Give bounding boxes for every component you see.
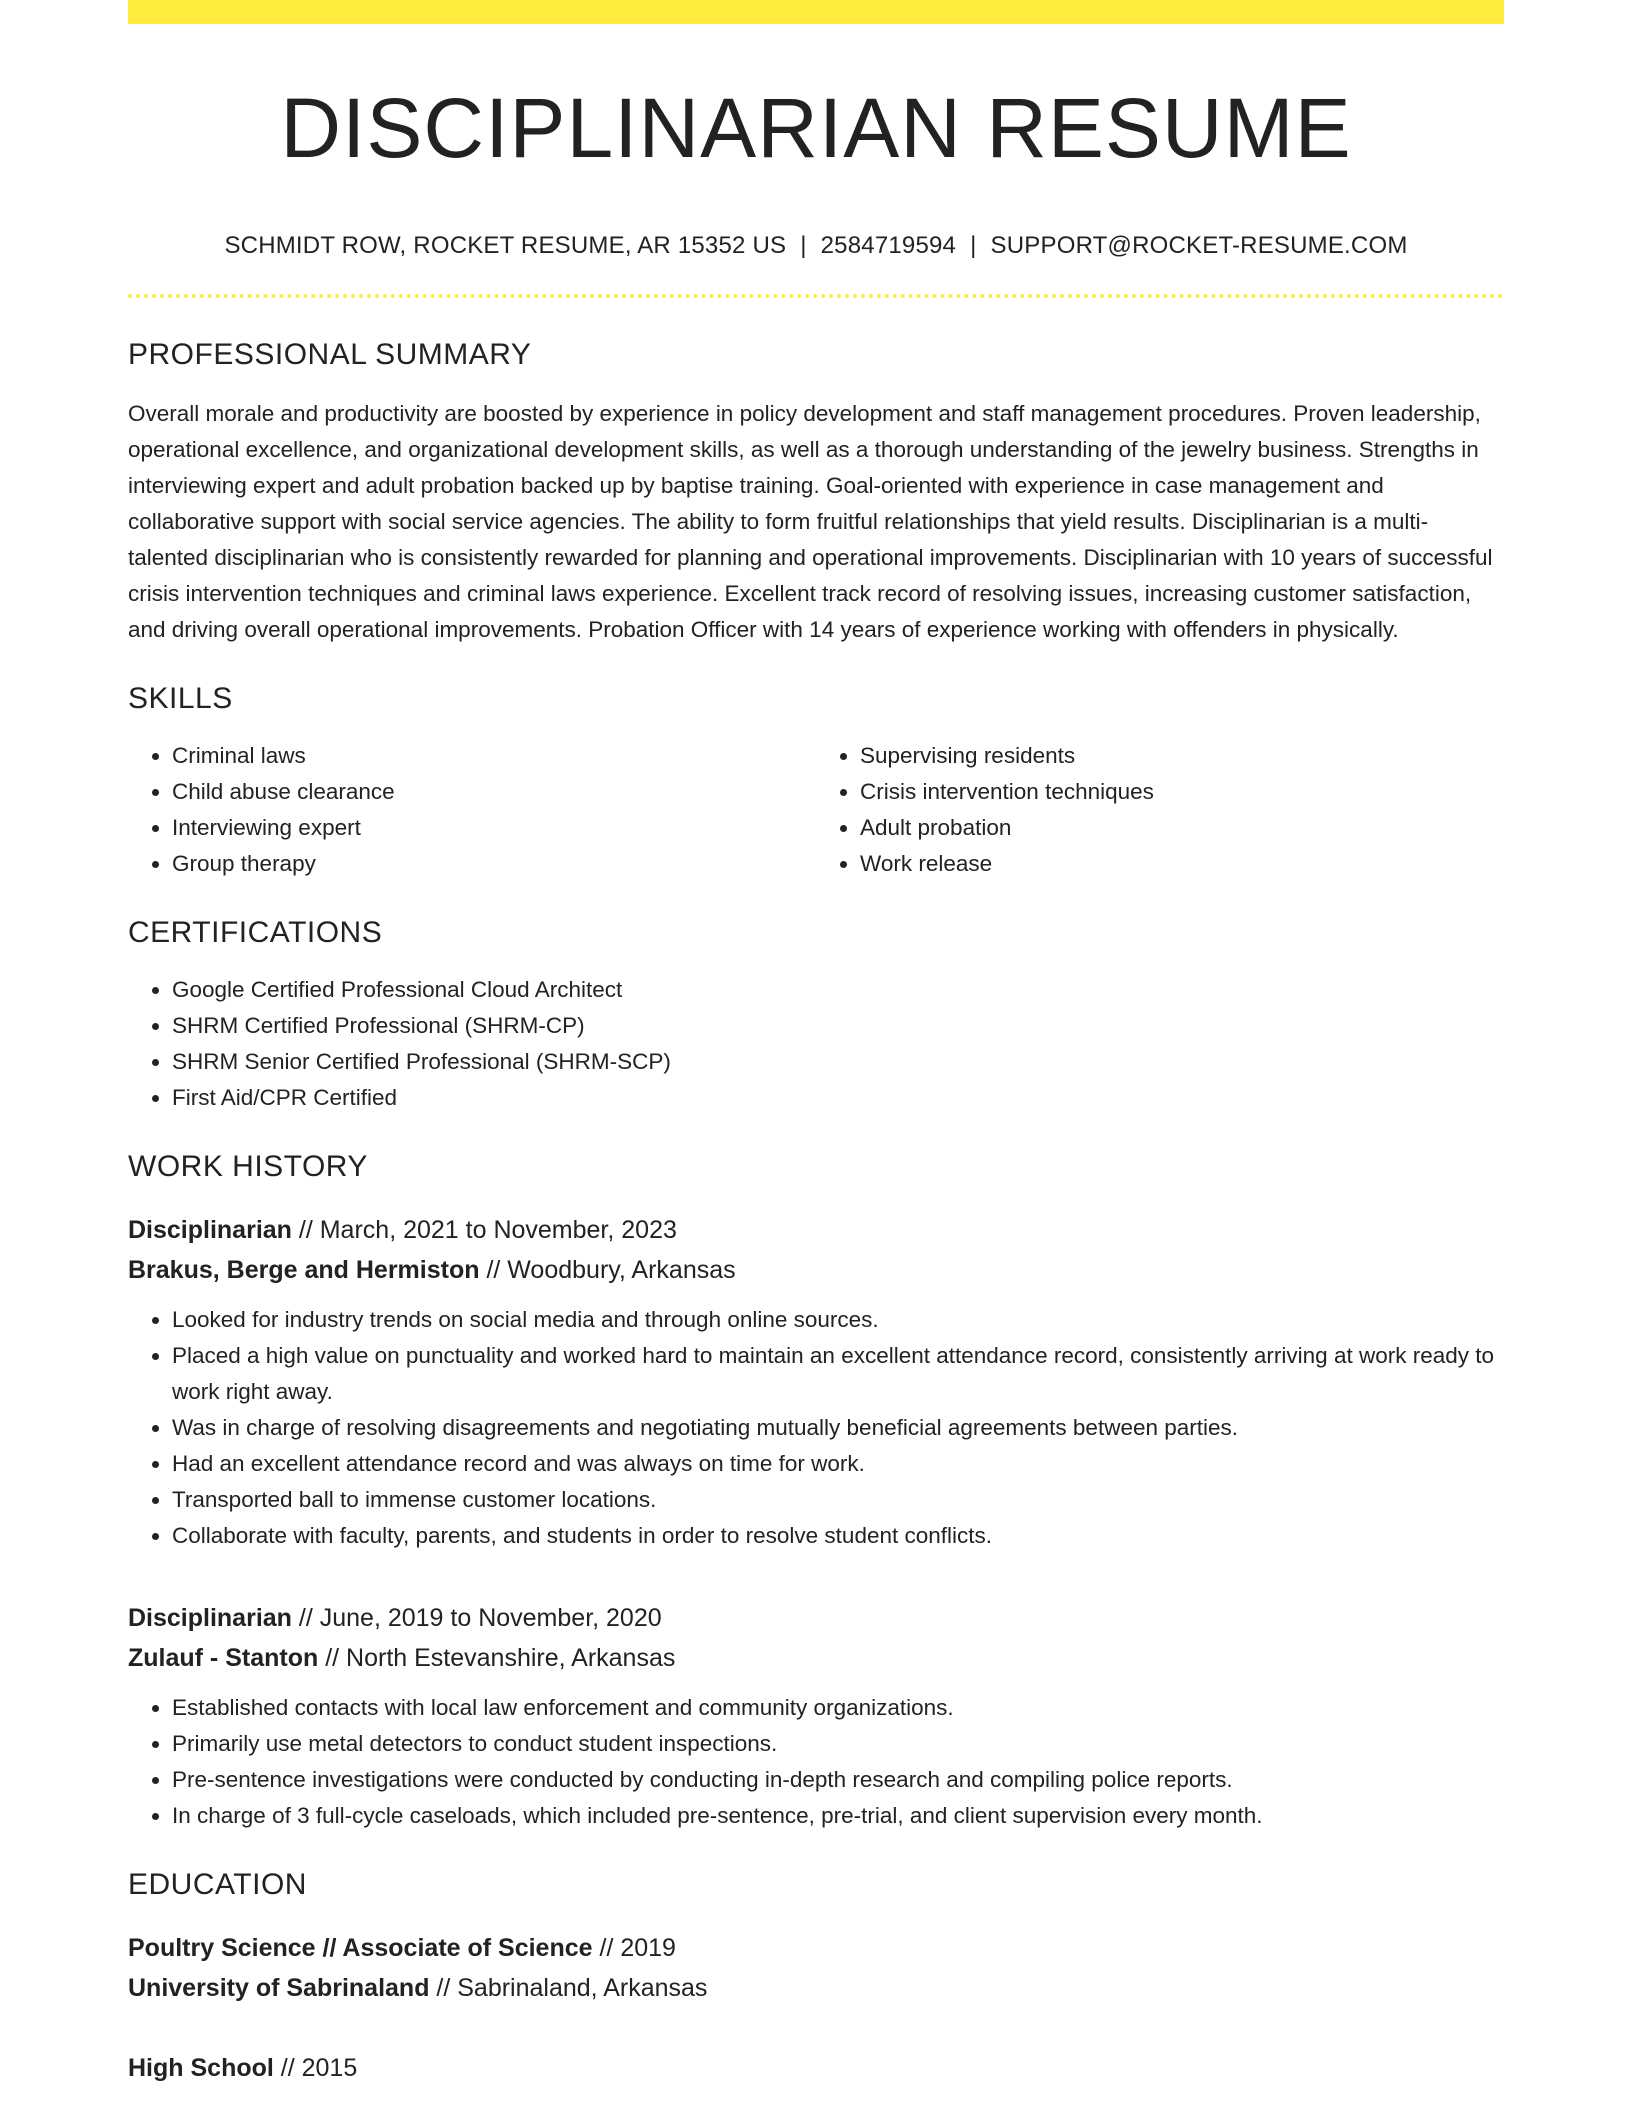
summary-heading: PROFESSIONAL SUMMARY [128, 338, 532, 372]
education-location: // Sabrinaland, Arkansas [429, 1974, 708, 2003]
skill-item: • Group therapy [172, 846, 816, 882]
certifications-heading: CERTIFICATIONS [128, 916, 383, 950]
work-history-heading: WORK HISTORY [128, 1150, 368, 1184]
skill-item: • Child abuse clearance [172, 774, 816, 810]
contact-email[interactable]: SUPPORT@ROCKET-RESUME.COM [990, 232, 1408, 260]
contact-address: SCHMIDT ROW, ROCKET RESUME, AR 15352 US [224, 232, 787, 260]
contact-phone: 2584719594 [820, 232, 957, 260]
skill-item: • Supervising residents [860, 738, 1504, 774]
skill-item: • Interviewing expert [172, 810, 816, 846]
certification-item: • SHRM Certified Professional (SHRM-CP) [172, 1008, 1504, 1044]
job-bullet: • Primarily use metal detectors to conduct student inspections. [172, 1726, 1504, 1762]
dotted-divider [128, 294, 1504, 298]
skill-item: • Crisis intervention techniques [860, 774, 1504, 810]
education-section [128, 1868, 1504, 2088]
contact-separator: | [800, 232, 807, 260]
job-bullets [128, 1690, 1504, 1834]
job-bullet: • Placed a high value on punctuality and worked hard to maintain an excellent attendance record, consistently arriving at work ready to work right away. [172, 1338, 1504, 1410]
skill-item: • Work release [860, 846, 1504, 882]
skills-list-right [816, 738, 1504, 882]
education-entry [128, 2048, 1504, 2088]
job-bullet: • Was in charge of resolving disagreements and negotiating mutually beneficial agreements between parties. [172, 1410, 1504, 1446]
skill-item: • Adult probation [860, 810, 1504, 846]
job-bullet: • Established contacts with local law enforcement and community organizations. [172, 1690, 1504, 1726]
job-company: Zulauf - Stanton [128, 1644, 319, 1673]
job-bullet: • Collaborate with faculty, parents, and students in order to resolve student conflicts. [172, 1518, 1504, 1554]
skills-section [128, 682, 1504, 882]
accent-bar [128, 0, 1504, 24]
job-title: Disciplinarian [128, 1216, 292, 1245]
resume-title: DISCIPLINARIAN RESUME [280, 81, 1352, 175]
job-title: Disciplinarian [128, 1604, 292, 1633]
certification-item: • First Aid/CPR Certified [172, 1080, 1504, 1116]
education-degree: Poultry Science // Associate of Science [128, 1934, 593, 1963]
skills-list-left [128, 738, 816, 882]
job-header [128, 1210, 1504, 1290]
job-bullets [128, 1302, 1504, 1554]
certification-item: • SHRM Senior Certified Professional (SHRM-SCP) [172, 1044, 1504, 1080]
skills-columns [128, 738, 1504, 882]
contact-separator: | [970, 232, 977, 260]
education-heading: EDUCATION [128, 1868, 307, 1902]
education-year: // 2015 [273, 2054, 358, 2083]
education-degree: High School [128, 2054, 274, 2083]
certifications-section [128, 916, 1504, 1116]
job-location: // Woodbury, Arkansas [479, 1256, 736, 1285]
job-dates: // March, 2021 to November, 2023 [291, 1216, 677, 1245]
education-year: // 2019 [592, 1934, 676, 1963]
summary-text: Overall morale and productivity are boosted by experience in policy development and staff management procedures. Proven leadership, operational excellence, and organizational development skills, as well as a thorough understanding of the jewelry business. Strengths in interviewing expert and adult probation backed up by baptise training. Goal-oriented with experience in case management and collaborative support with social service agencies. The ability to form fruitful relationships that yield results. Disciplinarian is a multi-talented disciplinarian who is consistently rewarded for planning and operational improvements. Disciplinarian with 10 years of successful crisis intervention techniques and criminal laws experience. Excellent track record of resolving issues, increasing customer satisfaction, and driving overall operational improvements. Probation Officer with 14 years of experience working with offenders in physically. [128, 401, 1493, 643]
job-bullet: • Pre-sentence investigations were conducted by conducting in-depth research and compiling police reports. [172, 1762, 1504, 1798]
work-history-section [128, 1150, 1504, 1834]
summary-section [128, 338, 1504, 648]
certification-item: • Google Certified Professional Cloud Architect [172, 972, 1504, 1008]
certifications-list [128, 972, 1504, 1116]
job-bullet: • In charge of 3 full-cycle caseloads, which included pre-sentence, pre-trial, and client supervision every month. [172, 1798, 1504, 1834]
education-entry [128, 1928, 1504, 2008]
job-bullet: • Looked for industry trends on social media and through online sources. [172, 1302, 1504, 1338]
job-bullet: • Transported ball to immense customer locations. [172, 1482, 1504, 1518]
resume-page [128, 0, 1504, 2088]
job-bullet: • Had an excellent attendance record and was always on time for work. [172, 1446, 1504, 1482]
job-dates: // June, 2019 to November, 2020 [291, 1604, 662, 1633]
job-header [128, 1598, 1504, 1678]
skills-heading: SKILLS [128, 682, 233, 716]
contact-line [128, 232, 1504, 260]
job-company: Brakus, Berge and Hermiston [128, 1256, 480, 1285]
job-location: // North Estevanshire, Arkansas [318, 1644, 676, 1673]
skill-item: • Criminal laws [172, 738, 816, 774]
education-school: University of Sabrinaland [128, 1974, 430, 2003]
